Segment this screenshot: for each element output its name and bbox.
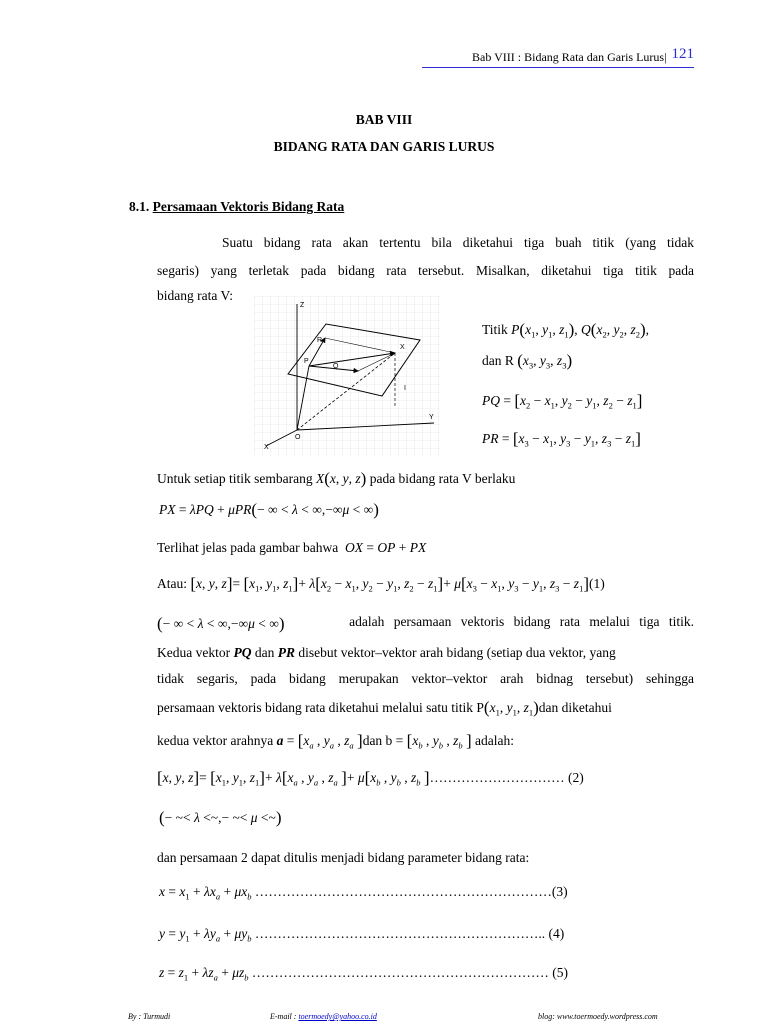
- label-y: Y: [429, 414, 434, 421]
- equation-4-tag: (4): [548, 926, 565, 941]
- paragraph-line: bidang rata V:: [157, 288, 233, 303]
- label-plane: I: [404, 385, 406, 392]
- paragraph-line: Terlihat jelas pada gambar bahwa OX = OP + PX: [157, 540, 427, 555]
- point-r-line: dan R ($x_3$, $y_3$, $z_3$): [482, 351, 573, 371]
- equation-5-tag: (5): [552, 965, 569, 980]
- equation-px: PX = λPQ + μPR(− ∞ < λ < ∞,−∞μ < ∞): [159, 500, 379, 519]
- paragraph-line: (− ∞ < λ < ∞,−∞μ < ∞) adalah persamaan vektoris bidang rata melalui tiga titik.: [157, 614, 694, 633]
- section-title: Persamaan Vektoris Bidang Rata: [152, 199, 345, 214]
- paragraph-line: kedua vektor arahnya $a = [x_a$ , $y_a$ , $z_a$ ]dan $b = [x_b$ , $y_b$ , $z_b$ ] adalah:: [157, 731, 515, 751]
- vector-pq-definition: PQ = [$x_2 - x_1$, $y_2 - y_1$, $z_2 - z_1$]: [482, 391, 643, 411]
- figure-grid: [254, 296, 440, 456]
- paragraph-line: segaris) yang terletak pada bidang rata tersebut. Misalkan, diketahui tiga titik pada: [157, 263, 694, 278]
- footer-blog: blog: www.toermoedy.wordpress.com: [538, 1012, 658, 1021]
- paragraph-line: Kedua vektor PQ dan PR disebut vektor–vektor arah bidang (setiap dua vektor, yang: [157, 645, 616, 660]
- paragraph-line: dan persamaan 2 dapat ditulis menjadi bidang parameter bidang rata:: [157, 850, 530, 865]
- paragraph-line: Untuk setiap titik sembarang X(x, y, z) pada bidang rata V berlaku: [157, 469, 516, 488]
- label-p: P: [304, 358, 309, 365]
- equation-5: $z = z_1 + \lambda z_a + \mu z_b$ ………………………………………………………… (5): [159, 965, 569, 983]
- plane-vector-figure: [254, 296, 440, 456]
- equation-3: $x = x_1 + \lambda x_a + \mu x_b$ …………………………………………………………(3): [159, 884, 568, 902]
- equation-3-tag: (3): [551, 884, 568, 899]
- footer-email: E-mail : toermoedy@yahoo.co.id: [270, 1012, 377, 1021]
- section-heading: [129, 199, 344, 215]
- label-x-axis: X: [264, 444, 269, 451]
- label-q: Q: [333, 363, 339, 370]
- chapter-label: BAB VIII: [355, 112, 413, 127]
- chapter-title: BIDANG RATA DAN GARIS LURUS: [273, 139, 495, 154]
- equation-4: $y = y_1 + \lambda y_a + \mu y_b$ ……………………………………………………….. (4): [159, 926, 565, 944]
- equation-2-tag: (2): [567, 770, 584, 785]
- vector-pr-definition: PR = [$x_3 - x_1$, $y_3 - y_1$, $z_3 - z_1$]: [482, 429, 641, 449]
- label-x-point: X: [400, 344, 405, 351]
- page-number: 121: [671, 46, 694, 62]
- equation-2: [x, y, $z]= [x_1$, $y_1$, $z_1]+ \lambda[x_a$ , $y_a$ , $z_a$ ]+ $\mu[x_b$ , $y_b$ , $z_b$ ]………………………… (2): [157, 768, 584, 788]
- email-link[interactable]: toermoedy@yahoo.co.id: [298, 1012, 377, 1021]
- paragraph-line: Suatu bidang rata akan tertentu bila diketahui tiga buah titik (yang tidak: [222, 235, 694, 250]
- paragraph-line: persamaan vektoris bidang rata diketahui melalui satu titik $P(x_1$, $y_1$, $z_1)dan$ diketahui: [157, 698, 612, 718]
- label-z: Z: [300, 302, 305, 309]
- running-header: [422, 44, 694, 68]
- running-title: Bab VIII : Bidang Rata dan Garis Lurus|: [472, 50, 667, 64]
- footer-author: By : Turmudi: [128, 1012, 171, 1021]
- paragraph-line: tidak segaris, pada bidang merupakan vektor–vektor arah bidnag tersebut) sehingga: [157, 671, 694, 686]
- section-number: 8.1.: [129, 199, 150, 214]
- equation-1: Atau: [x, y, $z]= [x_1$, $y_1$, $z_1]+ \lambda[x_2 - x_1$, $y_2 - y_1$, $z_2 - z_1]+ \mu[x_3 - x_1$, $y_3 - y_1$, $z_3 - z_1](1)$: [157, 574, 605, 594]
- label-r: R: [317, 337, 323, 344]
- equation-2-range: (− ~< λ <~,− ~< μ <~): [159, 808, 282, 827]
- label-origin: O: [295, 434, 301, 441]
- points-pq-line: Titik $P(x_1$, $y_1$, $z_1$), $Q(x_2$, $y_2$, $z_2$),: [482, 320, 649, 340]
